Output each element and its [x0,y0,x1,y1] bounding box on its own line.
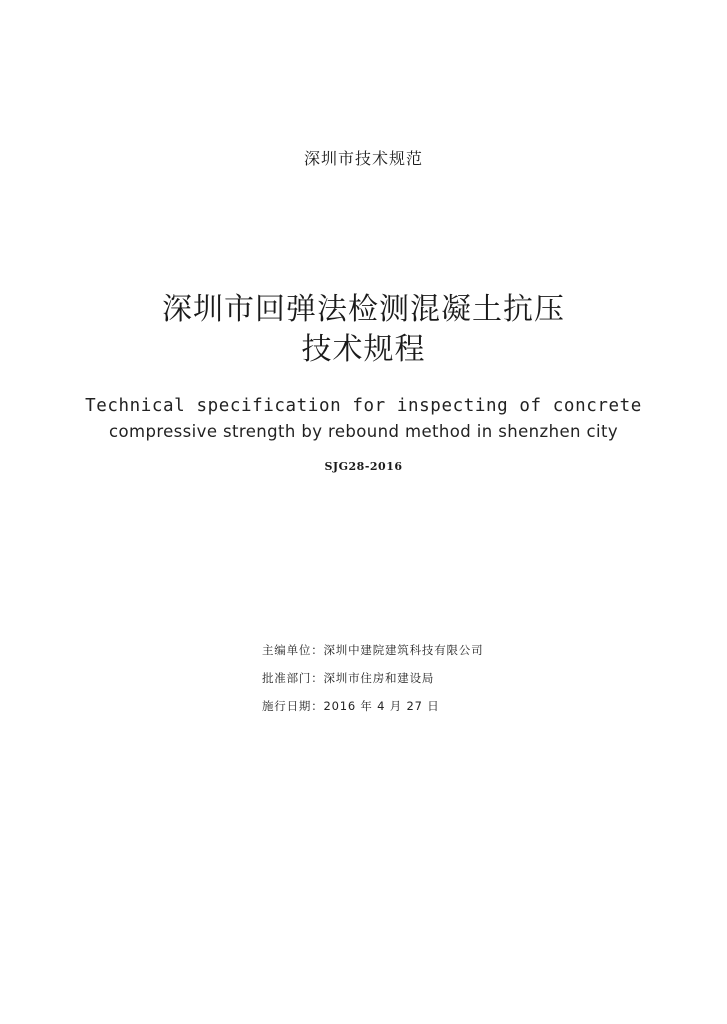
title-en [0,393,727,445]
info-value: 2016 年 4 月 27 日 [323,699,440,713]
info-block [262,636,483,720]
title-en-line1: Technical specification for inspecting of concrete [85,396,642,416]
info-value: 深圳中建院建筑科技有限公司 [323,643,484,657]
info-label: 主编单位： [262,643,324,657]
title-zh-line2: 技术规程 [301,332,426,367]
info-label: 批准部门： [262,671,324,685]
title-zh [0,290,727,370]
title-en-line2: compressive strength by rebound method in shenzhen city [109,422,618,441]
title-zh-line1: 深圳市回弹法检测混凝土抗压 [162,292,565,327]
info-value: 深圳市住房和建设局 [323,671,435,685]
info-row-approver [262,664,483,692]
info-row-editor [262,636,483,664]
info-label: 施行日期： [262,699,324,713]
standard-code: SJG28-2016 [324,460,403,473]
info-row-effective-date [262,692,483,720]
series-label: 深圳市技术规范 [303,149,423,168]
